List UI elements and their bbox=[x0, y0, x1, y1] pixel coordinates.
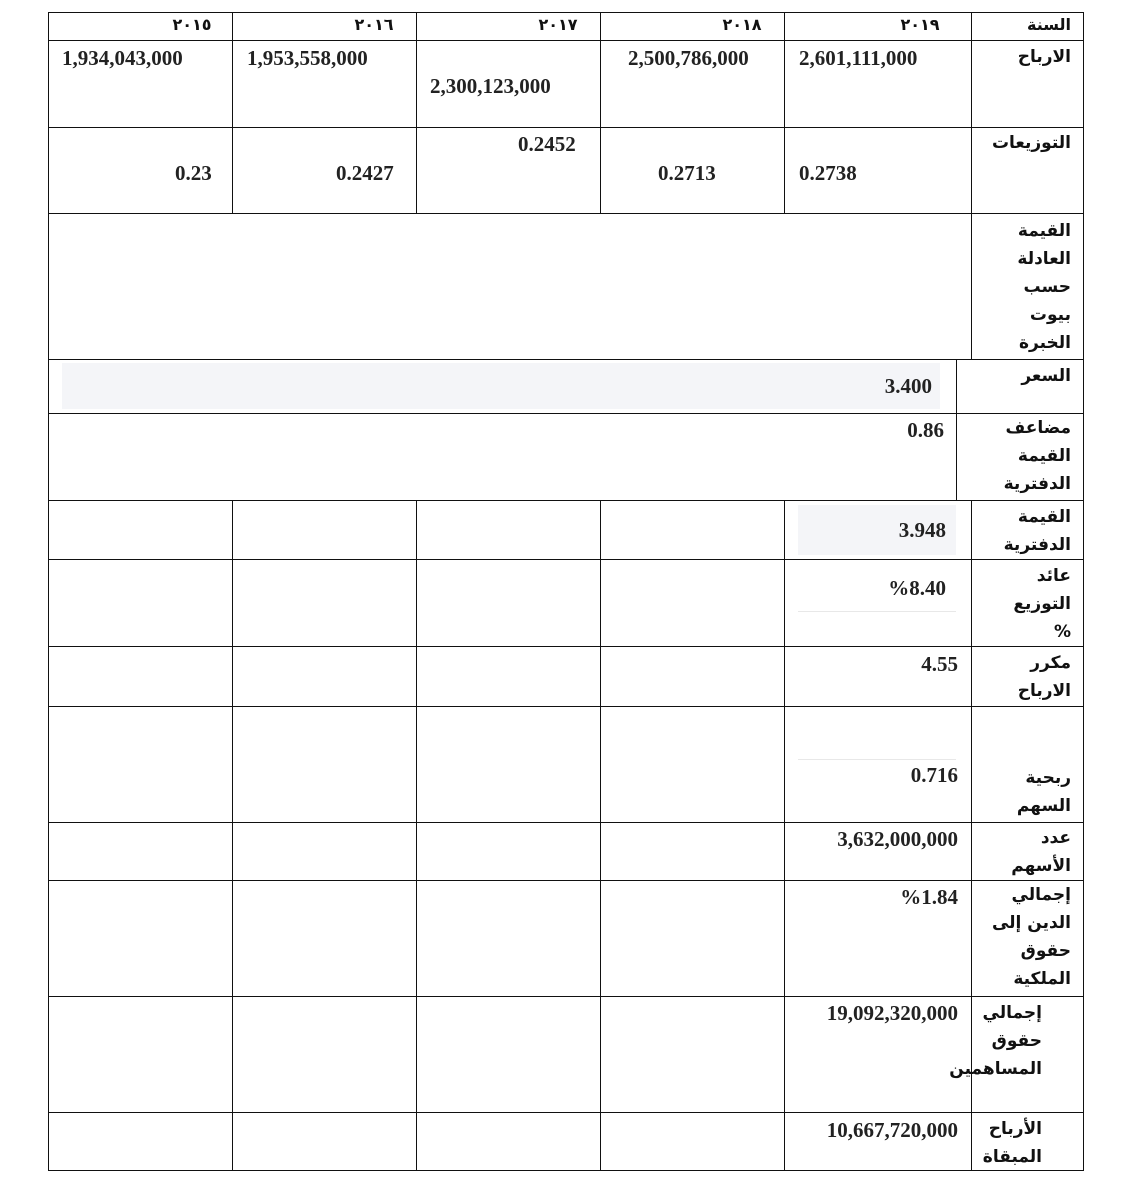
row-divider bbox=[48, 880, 1084, 881]
column-divider bbox=[416, 12, 417, 213]
year-2017: ٢٠١٧ bbox=[538, 15, 578, 34]
row-divider bbox=[48, 213, 1084, 214]
row-divider bbox=[48, 413, 1084, 414]
faint-rule bbox=[798, 759, 956, 760]
row-label-eps: ربحية السهم bbox=[1016, 768, 1071, 816]
pb-multiple-value: 0.86 bbox=[907, 418, 944, 442]
price-value: 3.400 bbox=[884, 374, 932, 398]
row-divider bbox=[48, 822, 1084, 823]
distributions-2017: 0.2452 bbox=[518, 132, 576, 156]
row-label-pb-multiple: مضاعف القيمة الدفترية bbox=[1003, 418, 1071, 494]
year-2018: ٢٠١٨ bbox=[722, 15, 762, 34]
debt-to-equity-value: %1.84 bbox=[900, 885, 958, 909]
year-2019: ٢٠١٩ bbox=[900, 15, 940, 34]
row-label-dividend-yield: عائد التوزيع % bbox=[1013, 566, 1071, 642]
distributions-2019: 0.2738 bbox=[799, 161, 857, 185]
row-divider bbox=[48, 559, 1084, 560]
column-divider bbox=[232, 12, 233, 213]
retained-earnings-value: 10,667,720,000 bbox=[826, 1118, 958, 1142]
row-label-debt-to-equity: إجمالي الدين إلى حقوق الملكية bbox=[991, 885, 1071, 989]
row-divider bbox=[48, 500, 1084, 501]
row-divider bbox=[48, 706, 1084, 707]
faint-rule bbox=[798, 611, 956, 612]
book-value: 3.948 bbox=[898, 518, 946, 542]
column-divider bbox=[600, 500, 601, 1171]
row-label-fair-value: القيمة العادلة حسب بيوت الخبرة bbox=[1017, 221, 1071, 353]
year-2016: ٢٠١٦ bbox=[354, 15, 394, 34]
profits-2018: 2,500,786,000 bbox=[628, 46, 749, 70]
year-header-label: السنة bbox=[1026, 15, 1071, 34]
price-row-shading bbox=[62, 363, 940, 409]
eps-value: 0.716 bbox=[910, 763, 958, 787]
column-divider bbox=[232, 500, 233, 1171]
row-divider bbox=[48, 40, 1084, 41]
distributions-2018: 0.2713 bbox=[658, 161, 716, 185]
distributions-2015: 0.23 bbox=[175, 161, 212, 185]
profits-2019: 2,601,111,000 bbox=[799, 46, 918, 70]
profits-2016: 1,953,558,000 bbox=[247, 46, 368, 70]
row-label-book-value: القيمة الدفترية bbox=[1003, 507, 1071, 555]
pe-ratio-value: 4.55 bbox=[921, 652, 958, 676]
profits-2017: 2,300,123,000 bbox=[430, 74, 551, 98]
row-label-pe-ratio: مكرر الارباح bbox=[1017, 653, 1071, 701]
column-divider bbox=[784, 500, 785, 1171]
row-label-price: السعر bbox=[1021, 366, 1071, 386]
column-divider bbox=[956, 359, 957, 500]
dividend-yield-value: %8.40 bbox=[888, 576, 946, 600]
year-2015: ٢٠١٥ bbox=[172, 15, 212, 34]
row-label-shares-count: عدد الأسهم bbox=[1011, 828, 1071, 876]
row-label-distributions: التوزيعات bbox=[991, 133, 1071, 153]
column-divider bbox=[416, 500, 417, 1171]
row-label-profits: الارباح bbox=[1017, 47, 1071, 67]
row-divider bbox=[48, 359, 1084, 360]
column-divider bbox=[600, 12, 601, 213]
row-divider bbox=[48, 1112, 1084, 1113]
total-equity-value: 19,092,320,000 bbox=[826, 1001, 958, 1025]
column-divider bbox=[784, 12, 785, 213]
row-label-total-equity: إجمالي حقوق المساهمين bbox=[949, 1003, 1042, 1079]
row-divider bbox=[48, 996, 1084, 997]
row-divider bbox=[48, 646, 1084, 647]
distributions-2016: 0.2427 bbox=[336, 161, 394, 185]
profits-2015: 1,934,043,000 bbox=[62, 46, 183, 70]
shares-count-value: 3,632,000,000 bbox=[837, 827, 958, 851]
row-divider bbox=[48, 127, 1084, 128]
row-label-retained-earnings: الأرباح المبقاة bbox=[982, 1119, 1042, 1167]
